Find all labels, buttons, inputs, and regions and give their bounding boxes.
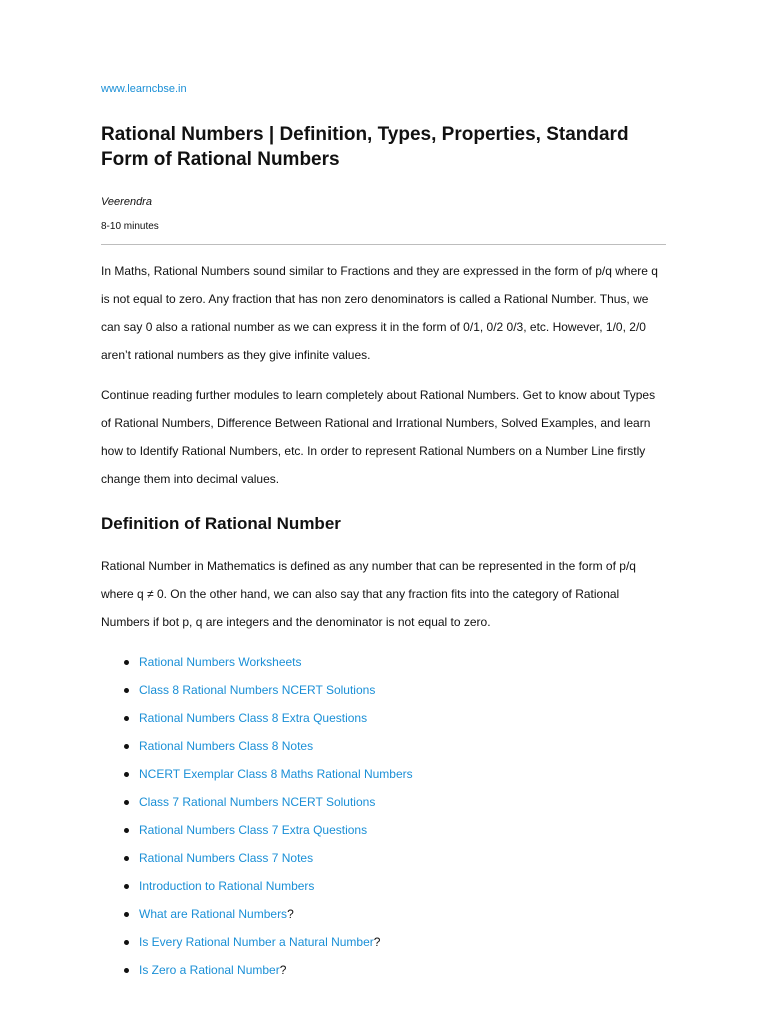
list-item (101, 760, 666, 788)
list-item (101, 900, 666, 928)
list-item (101, 816, 666, 844)
section-heading: Definition of Rational Number (101, 514, 341, 533)
related-link[interactable]: Rational Numbers Class 7 Notes (139, 851, 314, 865)
bullet-icon (124, 716, 129, 721)
related-link[interactable]: Class 8 Rational Numbers NCERT Solutions (139, 683, 376, 697)
link-suffix: ? (373, 935, 381, 949)
related-link[interactable]: Rational Numbers Worksheets (139, 655, 302, 669)
related-link[interactable]: Is Zero a Rational Number (139, 963, 280, 977)
list-item (101, 648, 666, 676)
intro-paragraph-1: In Maths, Rational Numbers sound similar to Fractions and they are expressed in the form of p/q where q is not equal to zero. Any fraction that has non zero denominators is called a Rational Number. Thus, we can say 0 also a rational number as we can express it in the form of 0/1, 0/2 0/3, etc. However, 1/0, 2/0 aren’t rational numbers as they give infinite values. (101, 264, 658, 362)
related-links-list (101, 648, 666, 984)
list-item (101, 732, 666, 760)
bullet-icon (124, 856, 129, 861)
bullet-icon (124, 912, 129, 917)
related-link[interactable]: Rational Numbers Class 8 Notes (139, 739, 314, 753)
article-title: Rational Numbers | Definition, Types, Properties, Standard Form of Rational Numbers (101, 124, 629, 170)
author-name: Veerendra (101, 196, 152, 208)
bullet-icon (124, 800, 129, 805)
related-link[interactable]: Rational Numbers Class 7 Extra Questions (139, 823, 368, 837)
definition-paragraph: Rational Number in Mathematics is defined as any number that can be represented in the form of p/q where q ≠ 0. On the other hand, we can also say that any fraction fits into the category of Rational Numbers if bot p, q are integers and the denominator is not equal to zero. (101, 559, 636, 629)
list-item (101, 928, 666, 956)
bullet-icon (124, 884, 129, 889)
related-link[interactable]: Rational Numbers Class 8 Extra Questions (139, 711, 368, 725)
read-time: 8-10 minutes (101, 221, 159, 232)
link-suffix: ? (279, 963, 287, 977)
list-item (101, 956, 666, 984)
list-item (101, 872, 666, 900)
bullet-icon (124, 660, 129, 665)
bullet-icon (124, 940, 129, 945)
related-link[interactable]: NCERT Exemplar Class 8 Maths Rational Numbers (139, 767, 413, 781)
related-link[interactable]: Introduction to Rational Numbers (139, 879, 315, 893)
divider (101, 244, 666, 245)
link-suffix: ? (287, 907, 294, 921)
bullet-icon (124, 772, 129, 777)
bullet-icon (124, 968, 129, 973)
list-item (101, 788, 666, 816)
related-link[interactable]: Is Every Rational Number a Natural Number (139, 935, 374, 949)
intro-paragraph-2: Continue reading further modules to learn completely about Rational Numbers. Get to know about Types of Rational Numbers, Difference Between Rational and Irrational Numbers, Solved Examples, and learn how to Identify Rational Numbers, etc. In order to represent Rational Numbers on a Number Line firstly change them into decimal values. (101, 388, 656, 486)
list-item (101, 844, 666, 872)
bullet-icon (124, 828, 129, 833)
related-link[interactable]: What are Rational Numbers (139, 907, 288, 921)
bullet-icon (124, 688, 129, 693)
related-link[interactable]: Class 7 Rational Numbers NCERT Solutions (139, 795, 376, 809)
bullet-icon (124, 744, 129, 749)
list-item (101, 676, 666, 704)
source-link[interactable]: www.learncbse.in (101, 83, 187, 95)
list-item (101, 704, 666, 732)
